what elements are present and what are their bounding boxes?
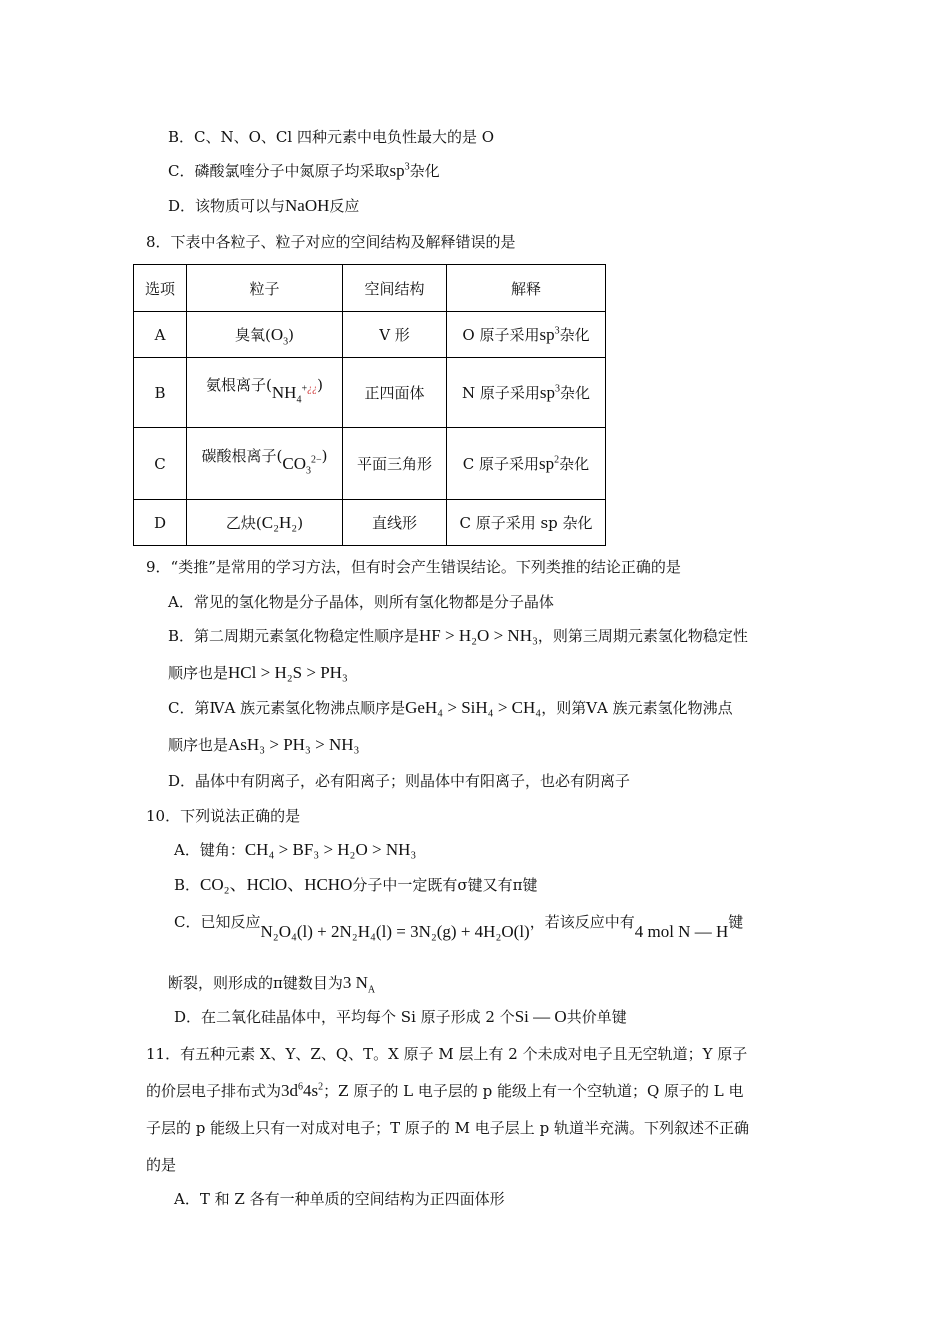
q8-table: [133, 264, 606, 546]
q9-option-c: C．第ⅣA 族元素氢化物沸点顺序是GeH₄ > SiH₄ > CH₄，则第ⅤA 族元素氢化物沸点: [168, 698, 733, 717]
q7-option-b: B．C、N、O、Cl 四种元素中电负性最大的是 O: [168, 128, 495, 146]
row-shape: 正四面体: [343, 358, 447, 428]
row-explanation: N 原子采用$sp^3$杂化: [447, 358, 606, 428]
q10-option-c-cont: 断裂，则形成的π键数目为3 $N_A$: [168, 973, 376, 996]
q9-stem: 9．“类推”是常用的学习方法，但有时会产生错误结论。下列类推的结论正确的是: [146, 558, 681, 576]
q11-option-a: A．T 和 Z 各有一种单质的空间结构为正四面体形: [174, 1190, 505, 1208]
table-row: [134, 500, 606, 546]
row-shape: 平面三角形: [343, 428, 447, 500]
row-option: B: [134, 358, 187, 428]
q7-option-d: D．该物质可以与NaOH反应: [168, 196, 360, 215]
header-option: 选项: [134, 265, 187, 312]
q8-stem: 8．下表中各粒子、粒子对应的空间结构及解释错误的是: [146, 233, 516, 251]
q9-option-d: D．晶体中有阴离子，必有阳离子；则晶体中有阳离子，也必有阴离子: [168, 772, 631, 790]
q11-stem-line-4: 的是: [146, 1156, 177, 1174]
header-shape: 空间结构: [343, 265, 447, 312]
q11-stem-line-1: 11．有五种元素 X、Y、Z、Q、T。X 原子 M 层上有 2 个未成对电子且无空轨道；Y 原子: [146, 1045, 748, 1063]
header-explanation: 解释: [447, 265, 606, 312]
q10-option-c: C．已知反应N₂O₄(l) + 2N₂H₄(l) = 3N₂(g) + 4H₂O(l)，若该反应中有4 mol N — H键: [174, 913, 744, 941]
row-shape: 直线形: [343, 500, 447, 546]
row-option: A: [134, 312, 187, 358]
row-particle: 氨根离子$(NH_4^{+¿¿})$: [187, 358, 343, 428]
q9-option-c-cont: 顺序也是AsH₃ > PH₃ > NH₃: [168, 735, 360, 754]
row-shape: V 形: [343, 312, 447, 358]
q9-option-a: A．常见的氢化物是分子晶体，则所有氢化物都是分子晶体: [168, 593, 554, 611]
row-option: D: [134, 500, 187, 546]
q10-option-d: D．在二氧化硅晶体中，平均每个 Si 原子形成 2 个Si — O共价单键: [174, 1007, 627, 1026]
row-explanation: C 原子采用 sp 杂化: [447, 500, 606, 546]
row-particle: 臭氧$(O_3)$: [187, 312, 343, 358]
q9-option-b-cont: 顺序也是HCl > H₂S > PH₃: [168, 663, 348, 682]
table-header-row: [134, 265, 606, 312]
row-explanation: O 原子采用$sp^3$杂化: [447, 312, 606, 358]
row-option: C: [134, 428, 187, 500]
table-row: [134, 428, 606, 500]
row-particle: 碳酸根离子$(CO_3^{2-})$: [187, 428, 343, 500]
table-row: [134, 358, 606, 428]
row-explanation: C 原子采用$sp^2$杂化: [447, 428, 606, 500]
q10-option-b: B．CO₂、HClO、HCHO分子中一定既有σ键又有π键: [174, 875, 538, 894]
row-particle: 乙炔(C₂H₂): [187, 500, 343, 546]
q11-stem-line-3: 子层的 p 能级上只有一对成对电子；T 原子的 M 电子层上 p 轨道半充满。下列叙述不正确: [146, 1119, 749, 1137]
q7-option-c: C．磷酸氯喹分子中氮原子均采取$sp^3$杂化: [168, 161, 440, 180]
q10-option-a: A．键角：CH₄ > BF₃ > H₂O > NH₃: [174, 840, 417, 859]
q10-stem: 10．下列说法正确的是: [146, 807, 301, 825]
table-row: [134, 312, 606, 358]
q11-stem-line-2: 的价层电子排布式为$3d^64s^2$；Z 原子的 L 电子层的 p 能级上有一个空轨道；Q 原子的 L 电: [146, 1081, 744, 1100]
header-particle: 粒子: [187, 265, 343, 312]
q9-option-b: B．第二周期元素氢化物稳定性顺序是HF > H₂O > NH₃，则第三周期元素氢化物稳定性: [168, 626, 748, 645]
